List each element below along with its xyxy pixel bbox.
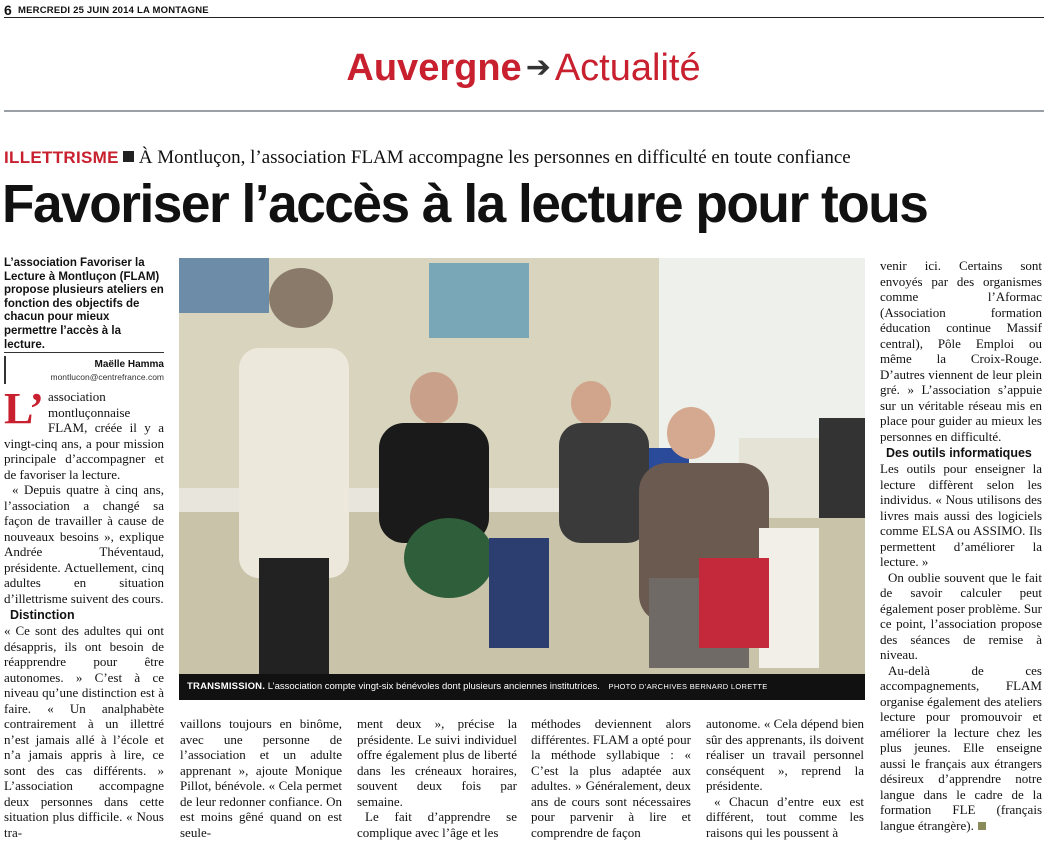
section-divider [4,110,1044,112]
lead-paragraph: L’association Favoriser la Lecture à Montluçon (FLAM) propose plusieurs ateliers en fonction des objectifs de chacun pour mieux permettre l’accès à la lecture. [4,257,164,351]
subheading: Des outils informatiques [886,446,1032,460]
paragraph: méthodes deviennent alors différentes. FLAM a opté pour la méthode syllabique : « C’est la plus adaptée aux adultes. » Généralement, deux ans de cours sont nécessaires pour parvenir à lire et comprendre de façon [531,716,691,840]
section-region: Auvergne [346,47,522,89]
paragraph: Le fait d’apprendre se complique avec l’âge et les [357,809,517,840]
end-mark-icon [978,822,986,830]
article-column-4 [531,716,691,840]
paragraph: association montluçonnaise FLAM, créée il y a vingt-cinq ans, a pour mission principale d’accompagner et de favoriser la lecture. [4,389,164,482]
kicker-tag: ILLETTRISME [4,148,119,167]
drop-cap: L’ [4,384,44,433]
photo-caption [179,674,865,700]
paragraph: Au-delà de ces accompagnements, FLAM organise également des ateliers lecture pour promouvoir et améliorer la lecture chez les plus jeunes. Elle enseigne aussi le français aux étrangers désireux d’apprendre notre langue dans le cadre de la formation FLE (français langue étrangère). [880,662,1042,833]
article-column-5 [706,716,864,840]
caption-tag: TRANSMISSION. [187,681,266,692]
caption-text: L’association compte vingt-six bénévoles dont plusieurs anciennes institutrices. [267,681,600,692]
paragraph: Les outils pour enseigner la lecture diffèrent selon les individus. « Nous utilisons des livres mais aussi des logiciels comme ELSA ou ASSIMO. Ils permettent d’améliorer la lecture. » [880,461,1042,569]
kicker-text: À Montluçon, l’association FLAM accompagne les personnes en difficulté en toute confiance [138,147,851,168]
subheading: Distinction [10,608,75,622]
byline-author: Maëlle Hamma [94,359,164,370]
date-line: MERCREDI 25 JUIN 2014 LA MONTAGNE [18,5,209,16]
article-column-3 [357,716,517,840]
page-header [4,2,1044,18]
photo-illustration [179,258,865,700]
photo-credit: PHOTO D’ARCHIVES BERNARD LORETTE [608,682,768,691]
paragraph: ment deux », précise la présidente. Le suivi individuel offre également plus de liberté dans les créneaux horaires, souvent deux fois par semaine. [357,716,517,809]
section-rubric: Actualité [554,47,701,89]
section-title [0,44,1047,95]
paragraph: « Chacun d’entre eux est différent, tout comme les raisons qui les poussent à [706,793,864,840]
byline-email: montlucon@centrefrance.com [50,372,164,382]
paragraph: vaillons toujours en binôme, avec une personne de l’association et un adulte apprenant », ajoute Monique Pillot, bénévole. « Cela permet de leur redonner confiance. On est moins gêné quand on est seule- [180,716,342,840]
paragraph: autonome. « Cela dépend bien sûr des apprenants, ils doivent réaliser un travail personnel conséquent », reprend la présidente. [706,716,864,793]
lead-divider [4,352,164,353]
article-photo [179,258,865,700]
arrow-right-icon: ➔ [525,51,551,84]
article-column-1 [4,384,164,840]
paragraph: « Depuis quatre à cinq ans, l’association a changé sa façon de travailler à cause de nouveaux besoins », explique Andrée Théventaud, présidente. Actuellement, cinq adultes en situation d’illettrisme suivent des cours. [4,482,164,606]
article-column-2 [180,716,342,840]
kicker [4,147,851,169]
page-number: 6 [4,2,12,18]
article-column-6 [880,258,1042,833]
paragraph: venir ici. Certains sont envoyés par des organismes comme l’Aformac (Association formation éducation continue Massif central), Pôle Emploi ou même la Croix-Rouge. D’autres viennent de leur plein gré. » L’association s’appuie sur un véritable réseau mis en place pour guider au mieux les personnes en difficulté. [880,258,1042,444]
headline: Favoriser l’accès à la lecture pour tous [2,174,928,234]
square-bullet-icon [123,151,134,162]
paragraph: On oublie souvent que le fait de savoir calculer peut également poser problème. Sur ce point, l’association propose des séances de remise à niveau. [880,569,1042,662]
paragraph: « Ce sont des adultes qui ont désappris, ils ont besoin de réapprendre pour être autonomes. » C’est à ce niveau qu’une distinction est à faire. « Un analphabète contrairement à un illettré n’est jamais allé à l’école et n’a jamais appris à lire, ce sont des cas différents. » L’association accompagne deux personnes dans cette situation plus difficile. « Nous tra- [4,623,164,840]
